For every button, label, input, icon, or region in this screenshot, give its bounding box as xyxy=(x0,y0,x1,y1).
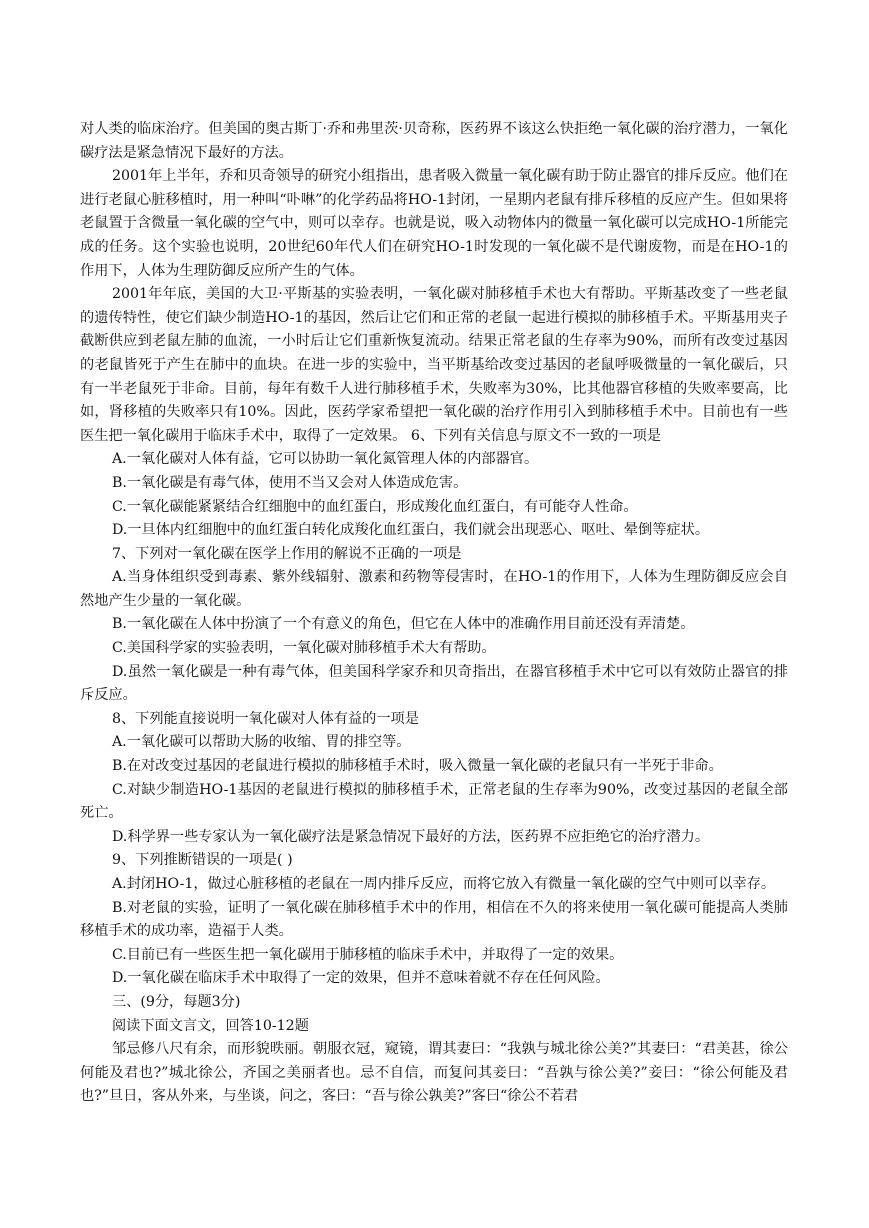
question-8-stem: 8、下列能直接说明一氧化碳对人体有益的一项是 xyxy=(111,710,419,727)
paragraph-joe-bach-study: 2001年上半年，乔和贝奇领导的研究小组指出，患者吸入微量一氧化碳有助于防止器官的排斥反应。他们在进行老鼠心脏移植时，用一种叫“卟啉”的化学药品将HO-1封闭，一星期内老鼠有排斥移植的反应产生。但如果将老鼠置于含微量一氧化碳的空气中，则可以幸存。也就是说，吸入动物体内的微量一氧化碳可以完成HO-1所能完成的任务。这个实验也说明，20世纪60年代人们在研究HO-1时发现的一氧化碳不是代谢废物，而是在HO-1的作用下，人体为生理防御反应所产生的气体。 xyxy=(80,168,788,279)
question-8-option-a: A.一氧化碳可以帮助大肠的收缩、胃的排空等。 xyxy=(111,734,411,751)
document-page xyxy=(80,118,788,1109)
question-7-option-a: A.当身体组织受到毒素、紫外线辐射、激素和药物等侵害时，在HO-1的作用下，人体为生理防御反应会自然地产生少量的一氧化碳。 xyxy=(80,569,788,609)
question-9-option-c: C.目前已有一些医生把一氧化碳用于肺移植的临床手术中，并取得了一定的效果。 xyxy=(111,946,624,963)
question-6-option-c: C.一氧化碳能紧紧结合红细胞中的血红蛋白，形成羧化血红蛋白，有可能夺人性命。 xyxy=(111,498,638,515)
paragraph-intro-continuation: 对人类的临床治疗。但美国的奥古斯丁·乔和弗里茨·贝奇称，医药界不该这么快拒绝一氧化碳的治疗潜力，一氧化碳疗法是紧急情况下最好的方法。 xyxy=(80,121,788,161)
question-8-option-b: B.在对改变过基因的老鼠进行模拟的肺移植手术时，吸入微量一氧化碳的老鼠只有一半死于非命。 xyxy=(111,758,723,775)
section-3-heading: 三、(9分，每题3分) xyxy=(111,993,241,1010)
question-6-option-b: B.一氧化碳是有毒气体，使用不当又会对人体造成危害。 xyxy=(111,474,468,491)
question-7-option-b: B.一氧化碳在人体中扮演了一个有意义的角色，但它在人体中的准确作用目前还没有弄清楚。 xyxy=(111,616,695,633)
classical-passage-zou-ji: 邹忌修八尺有余，而形貌昳丽。朝服衣冠，窥镜，谓其妻曰：“我孰与城北徐公美?”其妻曰：“君美甚，徐公何能及君也?”城北徐公，齐国之美丽者也。忌不自信，而复问其妾曰：“吾孰与徐公美?”妾曰：“徐公何能及君也?”旦日，客从外来，与坐谈，问之，客曰：“吾与徐公孰美?”客曰“徐公不若君 xyxy=(80,1041,788,1105)
question-9-stem: 9、下列推断错误的一项是( ) xyxy=(111,852,293,869)
question-7-stem: 7、下列对一氧化碳在医学上作用的解说不正确的一项是 xyxy=(111,545,462,562)
question-8-option-c: C.对缺少制造HO-1基因的老鼠进行模拟的肺移植手术，正常老鼠的生存率为90%，改变过基因的老鼠全部死亡。 xyxy=(80,781,788,822)
section-3-instruction: 阅读下面文言文，回答10-12题 xyxy=(111,1017,309,1034)
question-9-option-d: D.一氧化碳在临床手术中取得了一定的效果，但并不意味着就不存在任何风险。 xyxy=(111,970,610,987)
question-6-option-a: A.一氧化碳对人体有益，它可以协助一氧化氮管理人体的内部器官。 xyxy=(111,451,539,468)
question-9-option-b: B.对老鼠的实验，证明了一氧化碳在肺移植手术中的作用，相信在不久的将来使用一氧化碳可能提高人类肺移植手术的成功率，造福于人类。 xyxy=(80,899,788,940)
question-6-option-d: D.一旦体内红细胞中的血红蛋白转化成羧化血红蛋白，我们就会出现恶心、呕吐、晕倒等症状。 xyxy=(111,522,710,539)
question-7-option-c: C.美国科学家的实验表明，一氧化碳对肺移植手术大有帮助。 xyxy=(111,640,496,657)
question-7-option-d: D.虽然一氧化碳是一种有毒气体，但美国科学家乔和贝奇指出，在器官移植手术中它可以有效防止器官的排斥反应。 xyxy=(80,663,788,704)
question-9-option-a: A.封闭HO-1，做过心脏移植的老鼠在一周内排斥反应，而将它放入有微量一氧化碳的空气中则可以幸存。 xyxy=(111,876,776,892)
question-8-option-d: D.科学界一些专家认为一氧化碳疗法是紧急情况下最好的方法，医药界不应拒绝它的治疗潜力。 xyxy=(111,828,710,845)
paragraph-pinsky-study-and-question-6: 2001年年底，美国的大卫·平斯基的实验表明，一氧化碳对肺移植手术也大有帮助。平斯基改变了一些老鼠的遗传特性，使它们缺少制造HO-1的基因，然后让它们和正常的老鼠一起进行模拟的肺移植手术。平斯基用夹子截断供应到老鼠左肺的血流，一小时后让它们重新恢复流动。结果正常老鼠的生存率为90%，而所有改变过基因的老鼠皆死于产生在肺中的血块。在进一步的实验中，当平斯基给改变过基因的老鼠呼吸微量的一氧化碳后，只有一半老鼠死于非命。目前，每年有数千人进行肺移植手术，失败率为30%，比其他器官移植的失败率要高，比如，肾移植的失败率只有10%。因此，医药学家希望把一氧化碳的治疗作用引入到肺移植手术中。目前也有一些医生把一氧化碳用于临床手术中，取得了一定效果。 6、下列有关信息与原文不一致的一项是 xyxy=(80,286,788,444)
